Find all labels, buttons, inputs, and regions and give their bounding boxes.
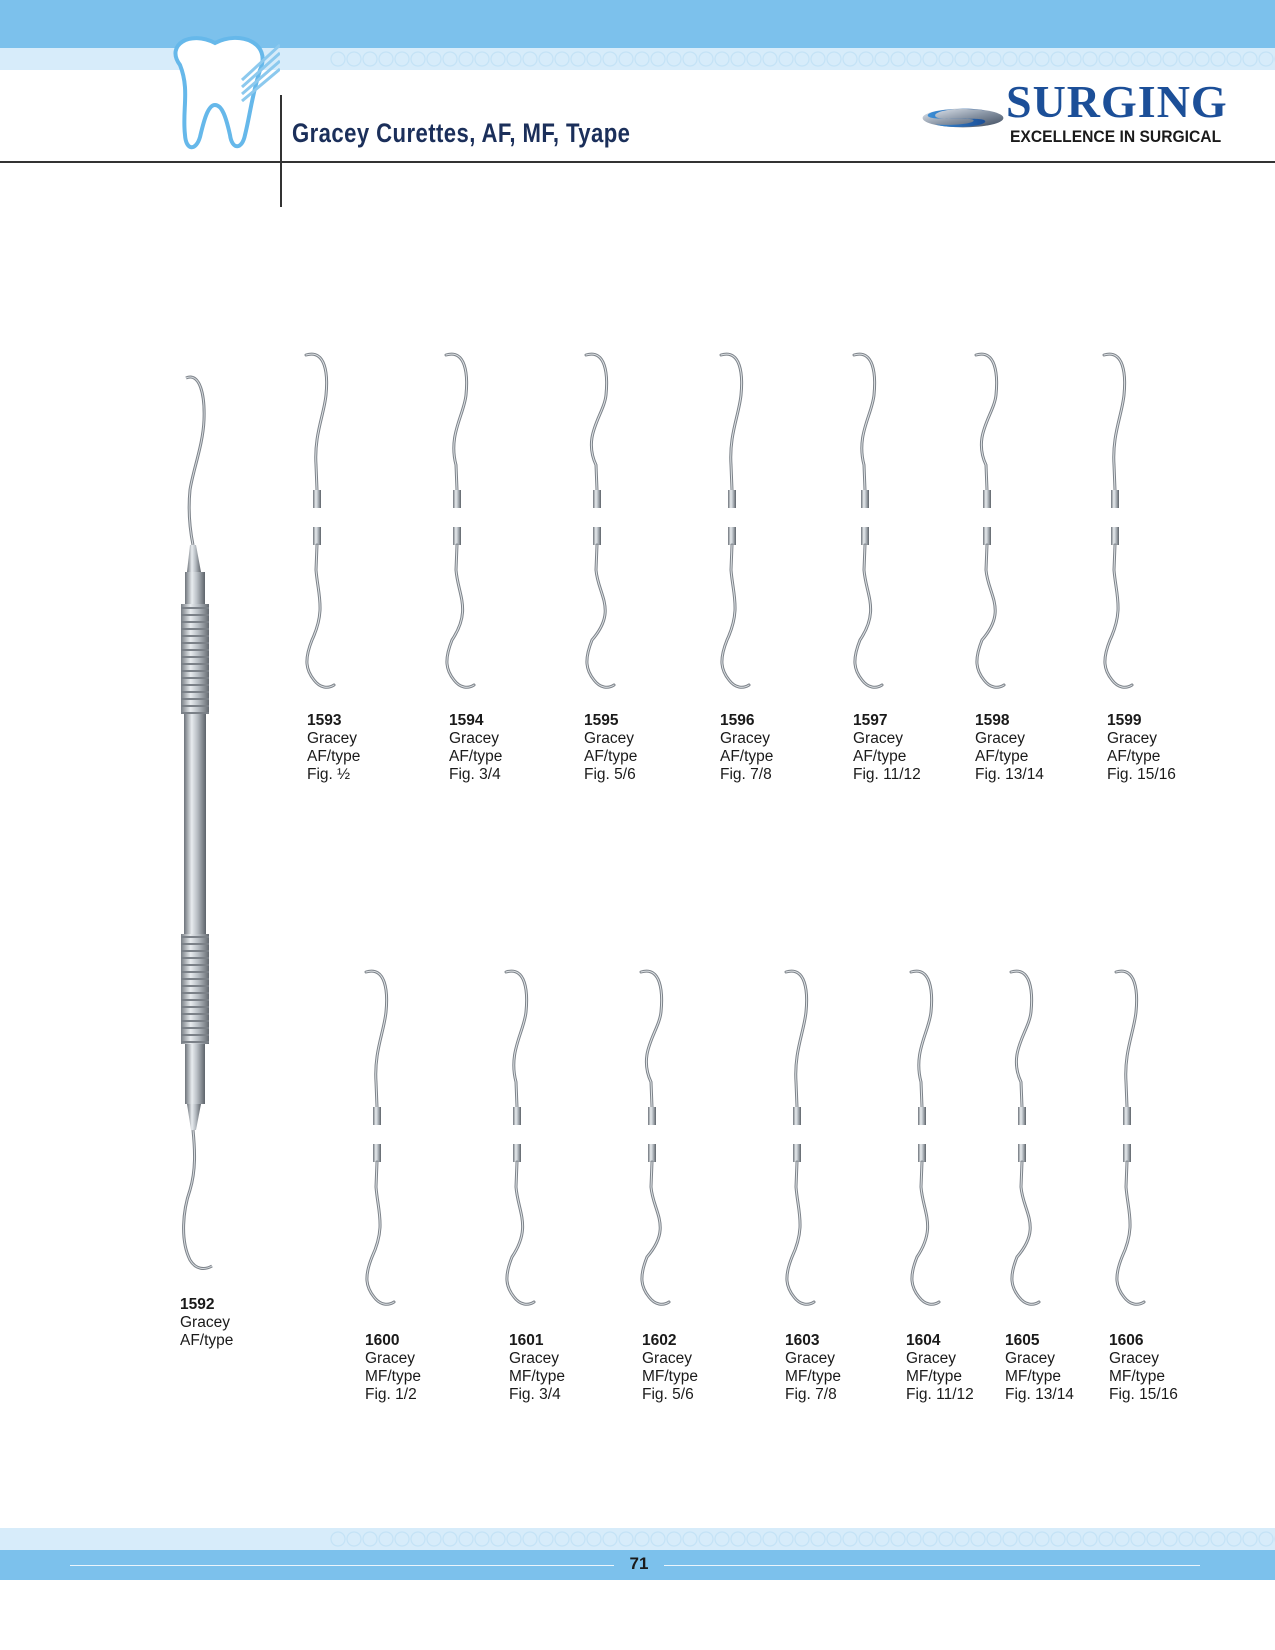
instrument-name: Gracey [1005, 1350, 1055, 1367]
instrument-code: 1596 [720, 712, 755, 729]
instrument-1606-image [1116, 971, 1144, 1304]
instrument-1599-label [1107, 712, 1176, 784]
page-number: 71 [629, 1554, 649, 1573]
instrument-type: AF/type [975, 748, 1029, 765]
instrument-type: AF/type [584, 748, 638, 765]
instrument-name: Gracey [307, 730, 357, 747]
instrument-1598-label [975, 712, 1044, 784]
instrument-type: AF/type [1107, 748, 1161, 765]
instrument-code: 1595 [584, 712, 619, 729]
instrument-type: MF/type [642, 1368, 698, 1385]
instrument-code: 1599 [1107, 712, 1142, 729]
instrument-1595-label [584, 712, 637, 784]
instrument-figure: Fig. 5/6 [642, 1386, 694, 1403]
instrument-type: MF/type [1005, 1368, 1061, 1385]
instrument-name: Gracey [1109, 1350, 1159, 1367]
instrument-1606-label [1109, 1332, 1178, 1404]
instrument-1593-image [306, 354, 334, 687]
instrument-type: AF/type [853, 748, 907, 765]
instrument-code: 1603 [785, 1332, 820, 1349]
instrument-1601-label [509, 1332, 565, 1404]
instrument-code: 1604 [906, 1332, 941, 1349]
instrument-figure: Fig. 11/12 [906, 1386, 974, 1403]
instrument-1599-image [1104, 354, 1132, 687]
instrument-1593-label [307, 712, 360, 784]
instrument-1604-image [911, 971, 939, 1304]
instrument-1605-label [1005, 1332, 1074, 1404]
logo-tagline: EXCELLENCE IN SURGICAL [1010, 127, 1222, 146]
instrument-1598-image [976, 354, 1004, 687]
instrument-1603-image [786, 971, 814, 1304]
instrument-code: 1605 [1005, 1332, 1040, 1349]
instrument-1597-label [853, 712, 921, 784]
instrument-1597-image [854, 354, 882, 687]
instrument-code: 1606 [1109, 1332, 1144, 1349]
instrument-1603-label [785, 1332, 841, 1404]
instrument-name: Gracey [642, 1350, 692, 1367]
instrument-1600-label [365, 1332, 421, 1404]
instrument-name: Gracey [509, 1350, 559, 1367]
bottom-pattern [330, 1529, 1275, 1549]
instrument-type: MF/type [365, 1368, 421, 1385]
instrument-name: Gracey [584, 730, 634, 747]
instrument-code: 1602 [642, 1332, 677, 1349]
instrument-type: AF/type [449, 748, 503, 765]
instrument-name: Gracey [449, 730, 499, 747]
instrument-1600-image [366, 971, 394, 1304]
instrument-figure: Fig. 3/4 [509, 1386, 561, 1403]
instrument-name: Gracey [720, 730, 770, 747]
instrument-1592-image [181, 377, 212, 1268]
instrument-code: 1597 [853, 712, 888, 729]
instrument-name: Gracey [1107, 730, 1157, 747]
instrument-type: MF/type [1109, 1368, 1165, 1385]
instrument-1594-image [446, 354, 474, 687]
instrument-1595-image [586, 354, 614, 687]
instrument-name: Gracey [785, 1350, 835, 1367]
instrument-1596-label [720, 712, 773, 784]
page-title: Gracey Curettes, AF, MF, Tyape [292, 118, 631, 148]
instrument-name: Gracey [906, 1350, 956, 1367]
instrument-name: Gracey [853, 730, 903, 747]
instrument-code: 1598 [975, 712, 1010, 729]
instrument-1605-image [1011, 971, 1039, 1304]
instrument-figure: Fig. 11/12 [853, 766, 921, 783]
instrument-type: AF/type [720, 748, 774, 765]
instrument-type: MF/type [906, 1368, 962, 1385]
instrument-1596-image [721, 354, 749, 687]
instrument-type: AF/type [307, 748, 361, 765]
instrument-figure: Fig. 5/6 [584, 766, 636, 783]
instrument-code: 1594 [449, 712, 484, 729]
instrument-code: 1592 [180, 1296, 215, 1313]
instrument-figure: Fig. 7/8 [785, 1386, 837, 1403]
instrument-1592-label [180, 1296, 233, 1350]
instrument-1602-image [641, 971, 669, 1304]
instrument-name: Gracey [975, 730, 1025, 747]
instrument-figure: Fig. 15/16 [1109, 1386, 1178, 1403]
instrument-code: 1600 [365, 1332, 400, 1349]
instrument-name: Gracey [180, 1314, 230, 1331]
instrument-type: MF/type [509, 1368, 565, 1385]
instrument-figure: Fig. 7/8 [720, 766, 772, 783]
instrument-1602-label [642, 1332, 698, 1404]
instrument-type: AF/type [180, 1332, 234, 1349]
instrument-figure: Fig. 3/4 [449, 766, 501, 783]
instrument-name: Gracey [365, 1350, 415, 1367]
instrument-1604-label [906, 1332, 974, 1404]
instrument-type: MF/type [785, 1368, 841, 1385]
instrument-figure: Fig. 15/16 [1107, 766, 1176, 783]
instrument-figure: Fig. 13/14 [1005, 1386, 1074, 1403]
instrument-1601-image [506, 971, 534, 1304]
instrument-1594-label [449, 712, 502, 784]
instrument-code: 1593 [307, 712, 342, 729]
instrument-figure: Fig. 13/14 [975, 766, 1044, 783]
logo-brand: SURGING [1006, 76, 1228, 127]
instrument-figure: Fig. 1/2 [365, 1386, 417, 1403]
instrument-code: 1601 [509, 1332, 544, 1349]
instrument-figure: Fig. ½ [307, 766, 351, 783]
